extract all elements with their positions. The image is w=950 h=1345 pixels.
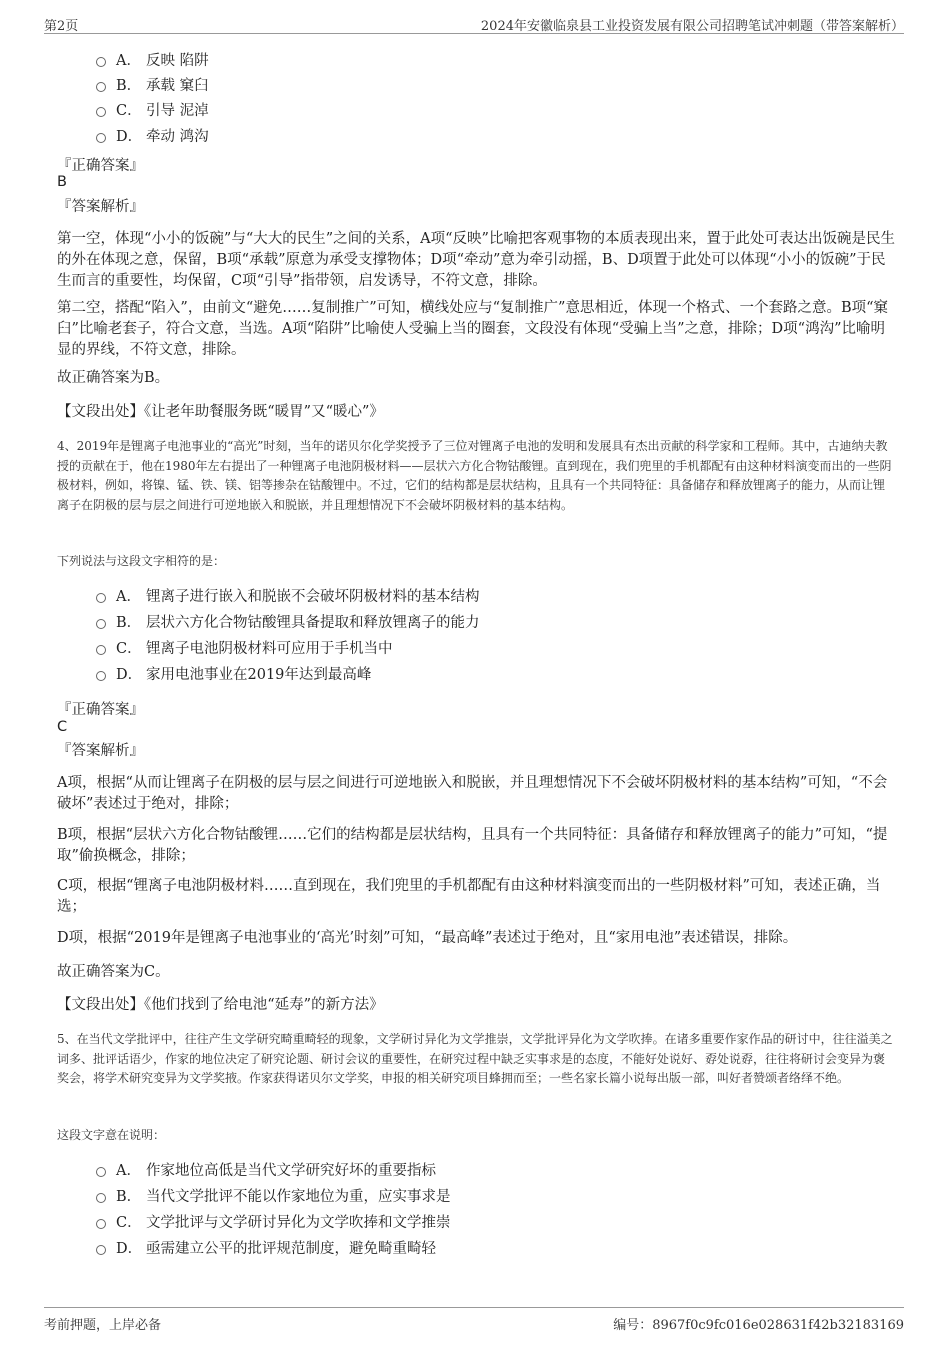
q5-option-d[interactable]: D． 亟需建立公平的批评规范制度，避免畸重畸轻 <box>96 1236 436 1258</box>
radio-icon[interactable] <box>96 133 106 143</box>
page-number: 第2页 <box>44 19 79 34</box>
q4-option-c[interactable]: C． 锂离子电池阴极材料可应用于手机当中 <box>96 636 393 658</box>
q5-stem: 5、在当代文学批评中，往往产生文学研究畸重畸轻的现象，文学研讨异化为文学推崇，文学批评异化为文学吹捧。在诸多重要作家作品的研讨中，往往溢美之词多、批评话语少，作家的地位决定了研究论题、研讨会议的重要性，在研究过程中缺乏实事求是的态度，不能好处说好、孬处说孬，往往将研讨会变异为褒奖会，将学术研究变异为文学奖掖。作家获得诺贝尔文学奖，申报的相关研究项目蜂拥而至；一些名家长篇小说每出版一部，叫好者赞颂者络绎不绝。 <box>57 1032 893 1085</box>
header-divider <box>44 33 904 34</box>
q5-prompt: 这段文字意在说明： <box>57 1128 166 1142</box>
radio-icon[interactable] <box>96 1167 106 1177</box>
q3-analysis-label: 『答案解析』 <box>57 199 144 215</box>
q5-option-a[interactable]: A． 作家地位高低是当代文学研究好坏的重要指标 <box>96 1158 436 1180</box>
q4-prompt: 下列说法与这段文字相符的是： <box>57 554 226 568</box>
footer-serial-number: 编号：8967f0c9fc016e028631f42b32183169 <box>613 1318 904 1333</box>
radio-icon[interactable] <box>96 593 106 603</box>
radio-icon[interactable] <box>96 57 106 67</box>
q3-option-b[interactable]: B． 承载 窠臼 <box>96 73 209 95</box>
q4-option-b[interactable]: B． 层状六方化合物钴酸锂具备提取和释放锂离子的能力 <box>96 610 480 632</box>
radio-icon[interactable] <box>96 645 106 655</box>
q3-conclusion: 故正确答案为B。 <box>57 370 170 386</box>
q4-analysis-paragraph: B项，根据“层状六方化合物钴酸锂……它们的结构都是层状结构，且具有一个共同特征：具备储存和释放锂离子的能力”可知，“提取”偷换概念，排除； <box>57 827 888 864</box>
document-title: 2024年安徽临泉县工业投资发展有限公司招聘笔试冲刺题（带答案解析） <box>480 19 904 34</box>
q5-option-c[interactable]: C． 文学批评与文学研讨异化为文学吹捧和文学推崇 <box>96 1210 451 1232</box>
q4-analysis-paragraph: C项，根据“锂离子电池阴极材料……直到现在，我们兜里的手机都配有由这种材料演变而出的一些阴极材料”可知，表述正确，当选； <box>57 878 881 915</box>
radio-icon[interactable] <box>96 107 106 117</box>
q3-answer-label: 『正确答案』 <box>57 158 144 174</box>
q4-analysis-label: 『答案解析』 <box>57 743 144 759</box>
q4-answer: C <box>57 719 68 735</box>
q4-answer-label: 『正确答案』 <box>57 702 144 718</box>
q3-source: 【文段出处】《让老年助餐服务既“暖胃”又“暖心”》 <box>57 404 384 420</box>
radio-icon[interactable] <box>96 1219 106 1229</box>
q4-option-d[interactable]: D． 家用电池事业在2019年达到最高峰 <box>96 662 371 684</box>
q4-option-a[interactable]: A． 锂离子进行嵌入和脱嵌不会破坏阴极材料的基本结构 <box>96 584 480 606</box>
radio-icon[interactable] <box>96 671 106 681</box>
q4-analysis-paragraph: A项，根据“从而让锂离子在阴极的层与层之间进行可逆地嵌入和脱嵌，并且理想情况下不会破坏阴极材料的基本结构”可知，“不会破坏”表述过于绝对，排除； <box>57 775 888 812</box>
q3-option-c[interactable]: C． 引导 泥淖 <box>96 98 209 120</box>
radio-icon[interactable] <box>96 82 106 92</box>
footer-slogan: 考前押题，上岸必备 <box>44 1318 162 1333</box>
q4-conclusion: 故正确答案为C。 <box>57 964 170 980</box>
q3-analysis-paragraph: 第二空，搭配“陷入”，由前文“避免……复制推广”可知，横线处应与“复制推广”意思相近，体现一个格式、一个套路之意。B项“窠臼”比喻老套子，符合文意，当选。A项“陷阱”比喻使人受骗上当的圈套，文段没有体现“受骗上当”之意，排除；D项“鸿沟”比喻明显的界线，不符文意，排除。 <box>57 300 889 358</box>
q5-option-b[interactable]: B． 当代文学批评不能以作家地位为重，应实事求是 <box>96 1184 451 1206</box>
radio-icon[interactable] <box>96 1245 106 1255</box>
q4-stem: 4、2019年是锂离子电池事业的“高光”时刻，当年的诺贝尔化学奖授予了三位对锂离子电池的发明和发展具有杰出贡献的科学家和工程师。其中，古迪纳夫教授的贡献在于，他在1980年左右提出了一种锂离子电池阴极材料——层状六方化合物钴酸锂。直到现在，我们兜里的手机都配有由这种材料演变而出的一些阴极材料，例如，将镍、锰、铁、镁、铝等掺杂在钴酸锂中。不过，它们的结构都是层状结构，且具有一个共同特征：具备储存和释放锂离子的能力，从而让锂离子在阴极的层与层之间进行可逆地嵌入和脱嵌，并且理想情况下不会破坏阴极材料的基本结构。 <box>57 439 892 512</box>
q4-source: 【文段出处】《他们找到了给电池“延寿”的新方法》 <box>57 997 384 1013</box>
q3-option-d[interactable]: D． 牵动 鸿沟 <box>96 124 209 146</box>
q3-answer: B <box>57 174 67 190</box>
radio-icon[interactable] <box>96 619 106 629</box>
footer-divider <box>44 1307 904 1308</box>
q3-analysis-paragraph: 第一空，体现“小小的饭碗”与“大大的民生”之间的关系，A项“反映”比喻把客观事物的本质表现出来，置于此处可表达出饭碗是民生的外在体现之意，保留，B项“承载”原意为承受支撑物体；D项“牵动”意为牵引动摇，B、D项置于此处可以体现“小小的饭碗”于民生而言的重要性，均保留，C项“引导”指带领，启发诱导，不符文意，排除。 <box>57 231 895 289</box>
radio-icon[interactable] <box>96 1193 106 1203</box>
q3-option-a[interactable]: A． 反映 陷阱 <box>96 48 209 70</box>
q4-analysis-paragraph: D项，根据“2019年是锂离子电池事业的‘高光’时刻”可知，“最高峰”表述过于绝对，且“家用电池”表述错误，排除。 <box>57 930 798 946</box>
